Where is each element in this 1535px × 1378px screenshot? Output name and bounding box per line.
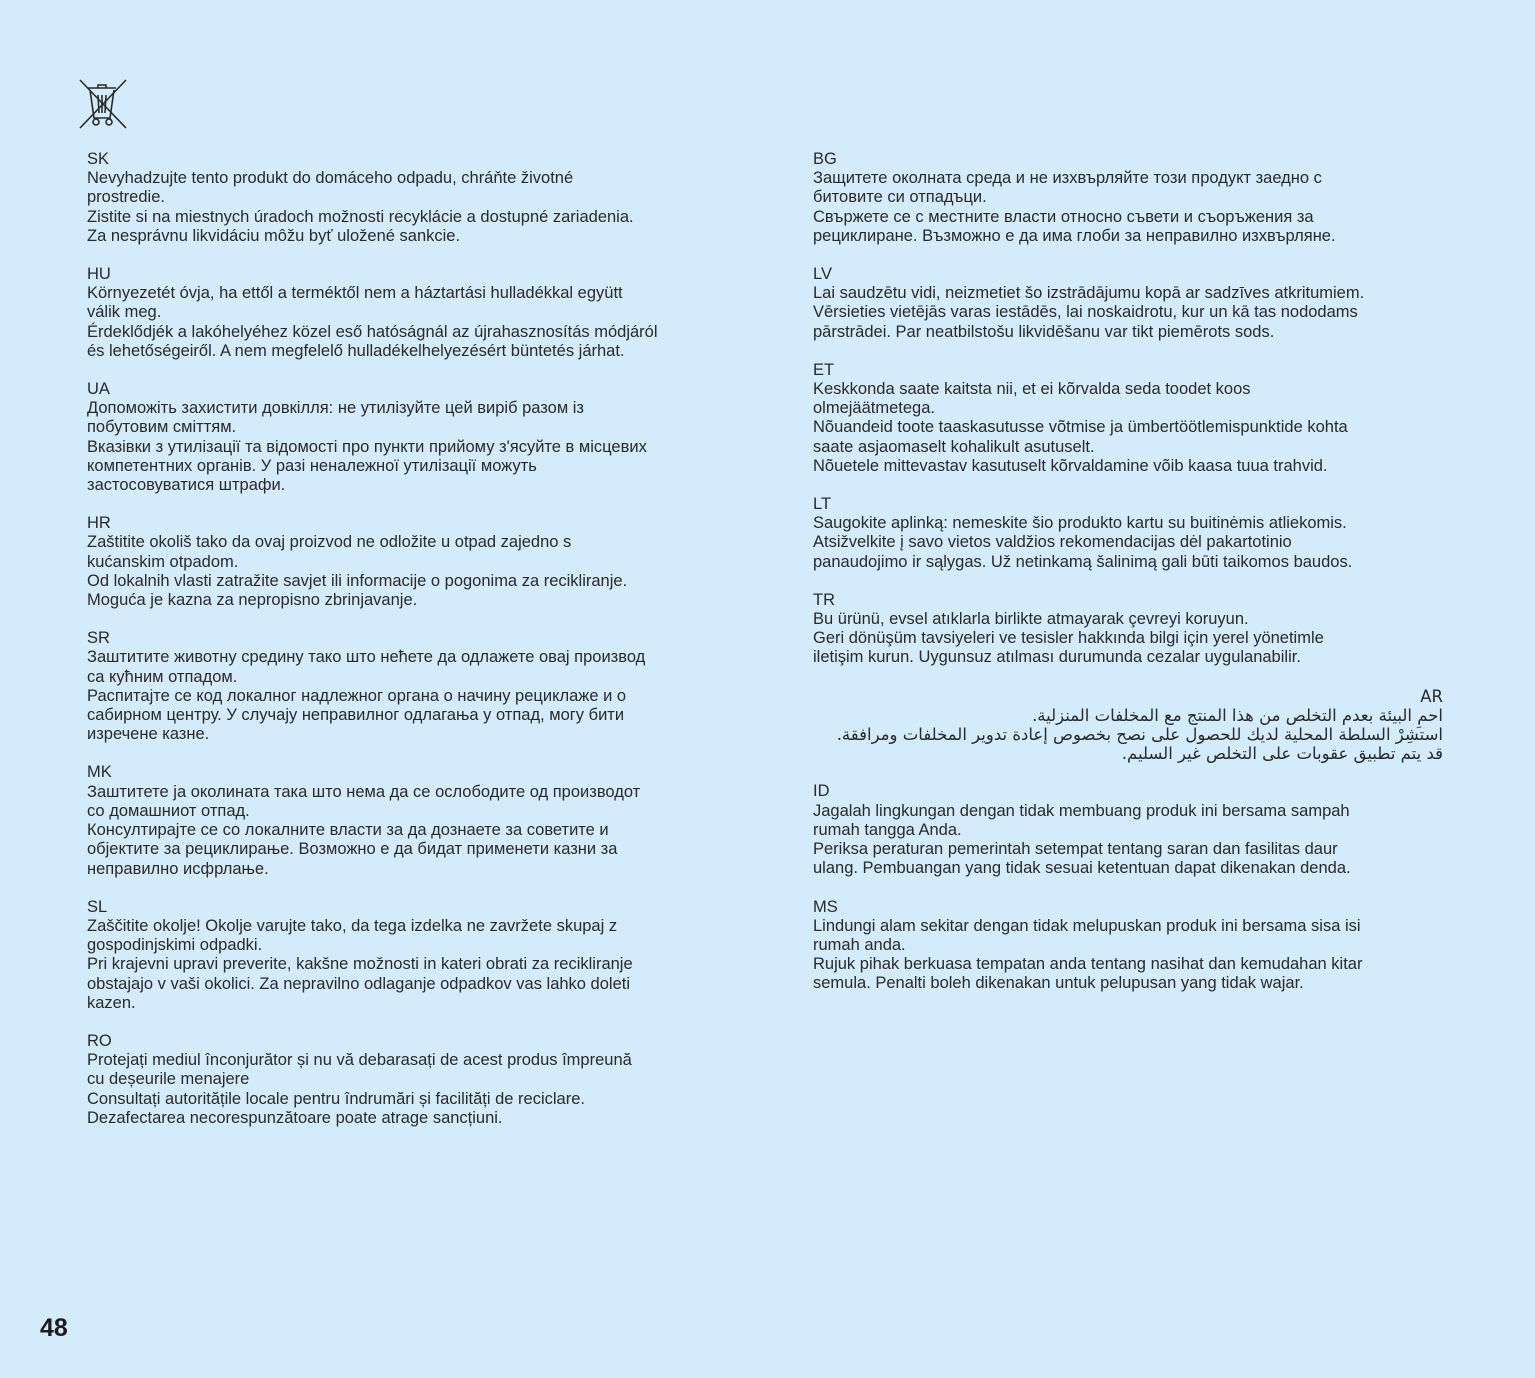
disposal-text-line: компетентних органів. У разі неналежної утилізації можуть [87, 456, 537, 475]
disposal-text-line: Érdeklődjék a lakóhelyéhez közel eső hatóságnál az újrahasznosítás módjáról [87, 322, 658, 341]
disposal-text-line: panaudojimo ir sąlygas. Už netinkamą šalinimą gali būti taikomos baudos. [813, 552, 1353, 571]
disposal-text-line: со домашниот отпад. [87, 801, 250, 820]
disposal-text-line: Rujuk pihak berkuasa tempatan anda tentang nasihat dan kemudahan kitar [813, 955, 1363, 974]
left-column [87, 150, 727, 1147]
disposal-text-line: Lai saudzētu vidi, neizmetiet šo izstrādājumu kopā ar sadzīves atkritumiem. [813, 284, 1365, 303]
disposal-text-line: Заштитете ја околината така што нема да се ослободите од производот [87, 782, 641, 801]
language-section-sr [87, 629, 727, 744]
disposal-text-line: Za nesprávnu likvidáciu môžu byť uložené sankcie. [87, 226, 461, 245]
language-code: AR [1420, 686, 1443, 706]
disposal-text-line: Защитете околната среда и не изхвърляйте този продукт заедно с [813, 169, 1322, 188]
disposal-text-line: احمِ البيئة بعدم التخلص من هذا المنتج مع المخلفات المنزلية. [1032, 705, 1443, 725]
disposal-text-line: Vērsieties vietējās varas iestādēs, lai noskaidrotu, kur un kā tas nododams [813, 303, 1358, 322]
disposal-text-line: рециклиране. Възможно е да има глоби за неправилно изхвърляне. [813, 226, 1336, 245]
page-number: 48 [40, 1314, 68, 1342]
disposal-text-line: Jagalah lingkungan dengan tidak membuang produk ini bersama sampah [813, 801, 1350, 820]
disposal-text-line: Консултирајте се со локалните власти за да дознаете за советите и [87, 821, 609, 840]
language-code: BG [813, 150, 837, 168]
language-code: MK [87, 763, 112, 782]
language-section-ms [813, 898, 1443, 994]
disposal-text-line: Consultați autoritățile locale pentru îndrumări și facilități de reciclare. [87, 1089, 585, 1108]
disposal-text-line: Saugokite aplinką: nemeskite šio produkto kartu su buitinėmis atliekomis. [813, 514, 1347, 533]
disposal-text-line: iletişim kurun. Uygunsuz atılması durumunda cezalar uygulanabilir. [813, 648, 1301, 667]
language-section-hr [87, 514, 727, 610]
crossed-out-wheelie-bin-icon [78, 78, 128, 130]
disposal-text-line: Atsižvelkite į savo vietos valdžios rekomendacijas dėl pakartotinio [813, 533, 1292, 552]
language-code: LV [813, 265, 832, 284]
disposal-text-line: Zistite si na miestnych úradoch možnosti recyklácie a dostupné zariadenia. [87, 207, 634, 226]
language-code: LT [813, 495, 832, 514]
disposal-text-line: Geri dönüşüm tavsiyeleri ve tesisler hakkında bilgi için yerel yönetimle [813, 629, 1324, 648]
disposal-text-line: rumah tangga Anda. [813, 820, 962, 839]
disposal-text-line: Nõuandeid toote taaskasutusse võtmise ja ümbertöötlemispunktide kohta [813, 418, 1348, 437]
disposal-text-line: Допоможіть захистити довкілля: не утилізуйте цей виріб разом із [87, 399, 584, 418]
language-section-id [813, 782, 1443, 878]
disposal-text-line: ulang. Pembuangan yang tidak sesuai ketentuan dapat dikenakan denda. [813, 859, 1351, 878]
disposal-text-line: неправилно исфрлање. [87, 859, 269, 878]
disposal-text-line: са кућним отпадом. [87, 667, 238, 686]
disposal-text-line: pārstrādei. Par neatbilstošu likvidēšanu var tikt piemērots sods. [813, 322, 1275, 341]
disposal-text-line: cu deșeurile menajere [87, 1070, 250, 1089]
language-section-et [813, 361, 1443, 476]
language-section-tr [813, 591, 1443, 668]
language-section-ro [87, 1032, 727, 1128]
language-code: SR [87, 629, 110, 648]
language-code: ID [813, 782, 830, 801]
disposal-text-line: Környezetét óvja, ha ettől a terméktől nem a háztartási hulladékkal együtt [87, 284, 623, 303]
disposal-text-line: Protejați mediul înconjurător și nu vă debarasați de acest produs împreună [87, 1051, 632, 1070]
disposal-text-line: Lindungi alam sekitar dengan tidak melupuskan produk ini bersama sisa isi [813, 916, 1361, 935]
disposal-text-line: Вказівки з утилізації та відомості про пункти прийому з'ясуйте в місцевих [87, 437, 647, 456]
disposal-text-line: és lehetőségeiről. A nem megfelelő hulladékelhelyezésért büntetés járhat. [87, 341, 625, 360]
disposal-text-line: prostredie. [87, 188, 165, 207]
language-code: SK [87, 150, 110, 168]
language-section-ar [813, 687, 1443, 764]
disposal-text-line: Zaščitite okolje! Okolje varujte tako, da tega izdelka ne zavržete skupaj z [87, 916, 618, 935]
language-code: HR [87, 514, 111, 533]
language-code: SL [87, 897, 108, 916]
disposal-text-line: сабирном центру. У случају неправилног одлагања у отпад, могу бити [87, 706, 625, 725]
disposal-text-line: изречене казне. [87, 725, 210, 744]
language-section-sk [87, 150, 727, 246]
disposal-text-line: saate asjaomaselt kohalikult asutuselt. [813, 437, 1095, 456]
disposal-text-line: olmejäätmetega. [813, 399, 935, 418]
language-section-lt [813, 495, 1443, 572]
disposal-text-line: Nevyhadzujte tento produkt do domáceho odpadu, chráňte životné [87, 169, 574, 188]
language-section-lv [813, 265, 1443, 342]
language-code: UA [87, 380, 110, 399]
disposal-text-line: استشِرْ السلطة المحلية لديك للحصول على نصح بخصوص إعادة تدوير المخلفات ومرافقة. [836, 725, 1443, 745]
language-section-mk [87, 763, 727, 878]
disposal-text-line: Распитајте се код локалног надлежног органа о начину рециклаже и о [87, 686, 627, 705]
disposal-text-line: Periksa peraturan pemerintah setempat tentang saran dan fasilitas daur [813, 840, 1338, 859]
language-section-ua [87, 380, 727, 495]
disposal-text-line: kazen. [87, 993, 136, 1012]
disposal-text-line: застосовуватися штрафи. [87, 476, 286, 495]
disposal-text-line: битовите си отпадъци. [813, 188, 987, 207]
language-section-hu [87, 265, 727, 361]
disposal-text-line: Od lokalnih vlasti zatražite savjet ili informacije o pogonima za recikliranje. [87, 571, 628, 590]
disposal-text-line: Zaštitite okoliš tako da ovaj proizvod ne odložite u otpad zajedno s [87, 533, 572, 552]
language-section-sl [87, 898, 727, 1013]
disposal-text-line: Заштитите животну средину тако што нећете да одлажете овај производ [87, 648, 646, 667]
disposal-text-line: gospodinjskimi odpadki. [87, 936, 263, 955]
disposal-text-line: Dezafectarea necorespunzătoare poate atrage sancțiuni. [87, 1108, 503, 1127]
disposal-text-line: објектите за рециклирање. Возможно е да бидат применети казни за [87, 840, 618, 859]
disposal-text-line: Nõuetele mittevastav kasutuselt kõrvaldamine võib kaasa tuua trahvid. [813, 456, 1328, 475]
disposal-text-line: válik meg. [87, 303, 162, 322]
language-code: MS [813, 897, 838, 916]
disposal-text-line: Keskkonda saate kaitsta nii, et ei kõrvalda seda toodet koos [813, 380, 1251, 399]
right-column [813, 150, 1443, 1013]
disposal-text-line: Pri krajevni upravi preverite, kakšne možnosti in kateri obrati za recikliranje [87, 955, 633, 974]
disposal-text-line: kućanskim otpadom. [87, 552, 239, 571]
disposal-text-line: побутовим сміттям. [87, 418, 237, 437]
disposal-text-line: Свържете се с местните власти относно съвети и съоръжения за [813, 207, 1314, 226]
disposal-text-line: semula. Penalti boleh dikenakan untuk pelupusan yang tidak wajar. [813, 974, 1304, 993]
language-code: ET [813, 360, 835, 379]
disposal-text-line: Moguća je kazna za nepropisno zbrinjavanje. [87, 591, 418, 610]
language-section-bg [813, 150, 1443, 246]
disposal-text-line: Bu ürünü, evsel atıklarla birlikte atmayarak çevreyi koruyun. [813, 610, 1249, 629]
language-code: HU [87, 265, 111, 284]
disposal-text-line: قد يتم تطبيق عقوبات على التخلص غير السليم. [1121, 744, 1443, 764]
disposal-text-line: rumah anda. [813, 935, 906, 954]
language-code: TR [813, 590, 835, 609]
disposal-text-line: obstajajo v vaši okolici. Za nepravilno odlaganje odpadkov vas lahko doleti [87, 974, 631, 993]
language-code: RO [87, 1031, 112, 1050]
